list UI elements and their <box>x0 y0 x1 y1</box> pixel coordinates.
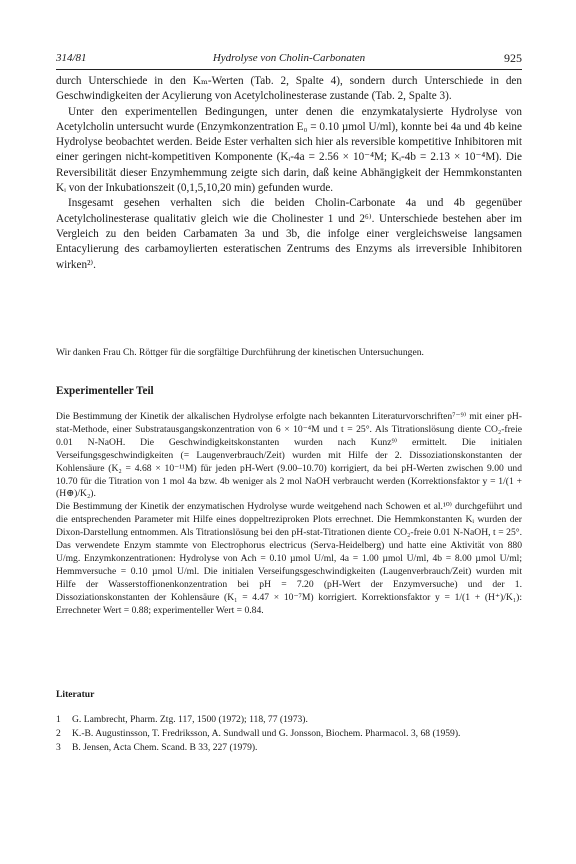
running-header <box>56 52 522 68</box>
reference-number: 1 <box>56 714 61 725</box>
literature-title: Literatur <box>56 689 95 700</box>
reference-number: 3 <box>56 741 61 753</box>
experimental-paragraph-1: Die Bestimmung der Kinetik der alkalischen Hydrolyse erfolgte nach bekannten Literaturvorschriften⁷⁻⁹⁾ mit einer pH-stat-Methode, einer Substratausgangskonzentration von 6 × 10⁻⁴M und t = 25°. Als Titrationslösung diente CO₂-freie 0.01 N-NaOH. Die Geschwindigkeitskonstanten wurden nach Kunz⁹⁾ ermittelt. Die initialen Verseifungsgeschwindigkeiten (= Laugenverbrauch/Zeit) wurden mit Hilfe der 2. Dissoziationskonstanten der Kohlensäure (K₂ = 4.68 × 10⁻¹¹M) für jeden pH-Wert (9.00–10.70) korrigiert, da bei pH-Werten zwischen 9.00 und 10.70 für die Titration von 1 mol 4a bzw. 4b weniger als 2 mol NaOH verbraucht werden (Korrektionsfaktor y = 1/(1 + (H⊕)/K₂). <box>56 411 522 500</box>
reference-item <box>56 728 522 741</box>
running-title: Hydrolyse von Cholin-Carbonaten <box>212 52 366 64</box>
reference-item <box>56 714 522 727</box>
header-rule <box>56 69 522 70</box>
reference-text: K.-B. Augustinsson, T. Fredriksson, A. Sundwall und G. Jonsson, Biochem. Pharmacol. 3, 68 (1959). <box>72 727 461 739</box>
reference-text: G. Lambrecht, Pharm. Ztg. 117, 1500 (1972); 118, 77 (1973). <box>72 714 308 725</box>
journal-issue: 314/81 <box>56 52 87 64</box>
reference-number: 2 <box>56 727 61 739</box>
main-text <box>56 74 522 273</box>
paragraph-3: Insgesamt gesehen verhalten sich die beiden Cholin-Carbonate 4a und 4b gegenüber Acetylcholinesterase qualitativ gleich wie die Cholinester 1 und 2⁶⁾. Unterschiede bestehen aber im Vergleich zu den beiden Carbamaten 3a und 3b, die infolge einer vergleichsweise langsamen Entacylierung des carbamoylierten esteratischen Zentrums des Enzyms als irreversible Inhibitoren wirken²⁾. <box>56 197 522 271</box>
section-title: Experimenteller Teil <box>56 385 154 397</box>
paragraph-1: durch Unterschiede in den Kₘ-Werten (Tab. 2, Spalte 4), sondern durch Unterschiede in den Geschwindigkeiten der Acylierung von Acetylcholinesterase zustande (Tab. 2, Spalte 3). <box>56 75 522 103</box>
reference-list <box>56 714 522 756</box>
reference-text: B. Jensen, Acta Chem. Scand. B 33, 227 (1979). <box>72 741 258 753</box>
paragraph-2: Unter den experimentellen Bedingungen, unter denen die enzymkatalysierte Hydrolyse von Acetylcholin untersucht wurde (Enzymkonzentration E₀ = 0.10 µmol U/ml), konnte bei 4a und 4b keine Hydrolyse beobachtet werden. Beide Ester verhalten sich hier als reversible kompetitive Inhibitoren mit einer geringen nicht-kompetitiven Komponente (Kᵢ-4a = 2.56 × 10⁻⁴M; Kᵢ-4b = 2.13 × 10⁻⁴M). Die Reversibilität dieser Enzymhemmung zeigte sich darin, daß keine Abhängigkeit der Hemmkonstanten Kᵢ von der Inkubationszeit (0,1,5,10,20 min) gefunden wurde. <box>56 105 522 195</box>
acknowledgement: Wir danken Frau Ch. Röttger für die sorgfältige Durchführung der kinetischen Untersuchungen. <box>56 347 424 358</box>
experimental-text <box>56 411 522 618</box>
experimental-paragraph-2: Die Bestimmung der Kinetik der enzymatischen Hydrolyse wurde weitgehend nach Schowen et al.¹⁰⁾ durchgeführt und die entsprechenden Parameter mit Hilfe eines doppeltreziproken Plots errechnet. Die Hemmkonstanten Kᵢ wurden der Dixon-Darstellung entnommen. Als Titrationslösung bei den pH-stat-Titrationen diente CO₂-freie 0.01 N-NaOH, t = 25°. Das verwendete Enzym stammte von Electrophorus electricus (Serva-Heidelberg) und hatte eine Aktivität von 880 U/mg. Enzymkonzentrationen: Hydrolyse von Ach = 0.10 µmol U/ml, 4a = 1.00 µmol U/ml, 4b = 8.00 µmol U/ml; Hemmversuche = 0.10 µmol U/ml. Die initialen Verseifungsgeschwindigkeiten (Laugenverbrauch/Zeit) wurden mit Hilfe der Wasserstoffionenkonzentration bei pH = 7.20 (pH-Wert der Enzymversuche) und der 1. Dissoziationskonstanten der Kohlensäure (K₁ = 4.47 × 10⁻⁷M) korrigiert. Korrektionsfaktor y = 1/(1 + (H⁺)/K₁): Errechneter Wert = 0.88; experimenteller Wert = 0.84. <box>56 501 522 616</box>
reference-item <box>56 742 522 755</box>
page-number: 925 <box>504 51 522 65</box>
